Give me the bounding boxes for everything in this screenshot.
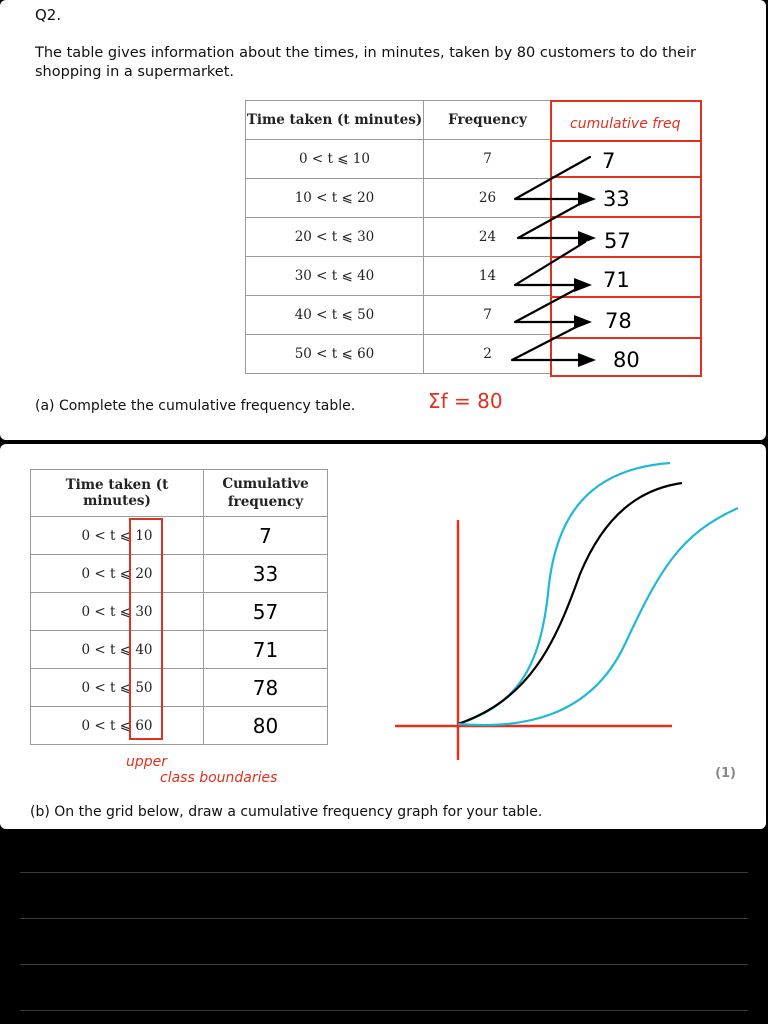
interval-lower: 0 < t ⩽ [81,641,132,658]
arrowheads [574,192,596,367]
interval-cell: 20 < t ⩽ 30 [246,218,424,257]
cum-cell: 57 [204,593,328,631]
frequency-cell: 14 [424,257,552,296]
interval-cell: 10 < t ⩽ 20 [246,179,424,218]
question-number: Q2. [35,6,62,24]
cum-cell: 78 [204,669,328,707]
handwriting-overlay [0,0,766,440]
interval-upper: 40 [135,641,153,658]
frequency-header: Frequency [424,101,552,140]
interval-upper: 20 [135,565,153,582]
interval-upper: 30 [135,603,153,620]
frequency-cell: 24 [424,218,552,257]
cumulative-header-note: cumulative freq [570,116,681,132]
interval-lower: 0 < t ⩽ [81,565,132,582]
interval-cell: 50 < t ⩽ 60 [246,335,424,374]
cum-value: 57 [604,229,631,253]
cum-value: 71 [603,268,630,292]
interval-lower: 0 < t ⩽ [81,603,132,620]
interval-cell: 40 < t ⩽ 50 [246,296,424,335]
part-a-prompt: (a) Complete the cumulative frequency table. [35,398,356,414]
cum-cell: 33 [204,555,328,593]
cum-value: 7 [602,149,616,173]
question-intro: The table gives information about the times, in minutes, taken by 80 customers to do their shopping in a supermarket. [35,45,696,80]
upper-note-line2: class boundaries [160,770,278,786]
sketch-curve-upper [458,463,670,724]
cum-cell: 7 [204,517,328,555]
frequency-cell: 7 [424,296,552,335]
interval-upper: 60 [135,717,153,734]
interval-lower: 0 < t ⩽ [81,717,132,734]
interval-upper: 50 [135,679,153,696]
sketch-overlay [0,444,766,829]
answer-line [20,918,748,919]
upper-boundary-box [130,519,162,739]
upper-note-line1: upper [126,754,168,770]
frequency-cell: 26 [424,179,552,218]
sketch-curve-middle [458,483,682,724]
part-b-prompt: (b) On the grid below, draw a cumulative frequency graph for your table. [30,804,543,820]
time-header: Time taken (t minutes) [246,101,424,140]
interval-upper: 10 [135,527,153,544]
interval-lower: 0 < t ⩽ [81,527,132,544]
frequency-cell: 7 [424,140,552,179]
mark-allocation: (1) [715,766,736,781]
cum-value: 33 [603,187,630,211]
question-card-part-b [0,444,766,829]
cum-value: 78 [605,309,632,333]
interval-lower: 0 < t ⩽ [81,679,132,696]
question-card-part-a [0,0,766,440]
answer-line [20,1010,748,1011]
frequency-cell: 2 [424,335,552,374]
cum-cell: 71 [204,631,328,669]
answer-line [20,872,748,873]
interval-cell: 0 < t ⩽ 10 [246,140,424,179]
cum-cell: 80 [204,707,328,745]
sum-frequency-note: Σf = 80 [428,389,503,413]
cumulative-header-label: Cumulative frequency [222,476,309,510]
cum-value: 80 [613,348,640,372]
answer-line [20,964,748,965]
time-header: Time taken (t minutes) [31,470,204,517]
interval-cell: 30 < t ⩽ 40 [246,257,424,296]
